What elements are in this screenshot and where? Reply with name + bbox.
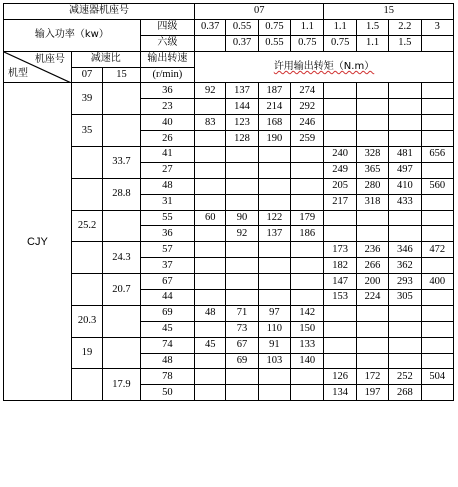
torque-cell: 656 (421, 147, 453, 163)
torque-cell (356, 353, 388, 369)
table-row (4, 147, 454, 163)
torque-cell: 144 (226, 99, 258, 115)
torque-cell (258, 242, 290, 258)
model-label: 机型 (8, 68, 28, 80)
torque-cell: 140 (291, 353, 324, 369)
torque-cell (258, 147, 290, 163)
torque-cell (324, 210, 356, 226)
torque-cell (389, 321, 421, 337)
torque-cell (324, 83, 356, 99)
torque-cell: 236 (356, 242, 388, 258)
torque-cell (356, 226, 388, 242)
torque-cell: 172 (356, 369, 388, 385)
torque-cell (421, 258, 453, 274)
torque-cell: 328 (356, 147, 388, 163)
torque-cell: 362 (389, 258, 421, 274)
speed-cell: 31 (140, 194, 194, 210)
torque-cell (389, 337, 421, 353)
output-speed-label: 输出转速 (140, 51, 194, 67)
power-cell: 0.37 (226, 35, 258, 51)
frame-model-diagonal-header (4, 51, 72, 83)
torque-cell: 123 (226, 115, 258, 131)
torque-cell: 346 (389, 242, 421, 258)
torque-cell (195, 226, 226, 242)
torque-cell (356, 337, 388, 353)
speed-cell: 45 (140, 321, 194, 337)
torque-cell (195, 321, 226, 337)
power-cell: 0.75 (258, 19, 290, 35)
torque-cell (421, 337, 453, 353)
torque-cell (195, 99, 226, 115)
torque-cell (226, 385, 258, 401)
torque-cell: 305 (389, 290, 421, 306)
speed-cell: 37 (140, 258, 194, 274)
torque-cell: 134 (324, 385, 356, 401)
speed-cell: 48 (140, 178, 194, 194)
torque-cell: 128 (226, 131, 258, 147)
torque-cell: 266 (356, 258, 388, 274)
power-cell: 1.1 (324, 19, 356, 35)
torque-cell: 190 (258, 131, 290, 147)
torque-cell (195, 274, 226, 290)
ratio-15-cell: 28.8 (103, 178, 141, 210)
table-row (4, 369, 454, 385)
torque-cell (258, 194, 290, 210)
torque-cell: 142 (291, 305, 324, 321)
table-row (4, 242, 454, 258)
ratio-07-cell: 20.3 (71, 305, 102, 337)
torque-cell (195, 290, 226, 306)
torque-cell (291, 194, 324, 210)
torque-cell: 168 (258, 115, 290, 131)
table-row (4, 305, 454, 321)
four-pole-label: 四级 (140, 19, 194, 35)
ratio-col-07: 07 (71, 67, 102, 83)
speed-cell: 27 (140, 162, 194, 178)
torque-cell: 187 (258, 83, 290, 99)
torque-label: 许用输出转矩（N.m） (195, 51, 454, 83)
torque-cell: 67 (226, 337, 258, 353)
torque-cell (258, 162, 290, 178)
torque-cell (195, 258, 226, 274)
torque-cell: 197 (356, 385, 388, 401)
torque-cell: 48 (195, 305, 226, 321)
power-cell: 1.5 (356, 19, 388, 35)
torque-cell (195, 353, 226, 369)
input-power-label: 输入功率（kw） (4, 19, 141, 51)
torque-cell (258, 385, 290, 401)
six-pole-label: 六级 (140, 35, 194, 51)
torque-cell: 182 (324, 258, 356, 274)
torque-cell (389, 353, 421, 369)
torque-cell: 240 (324, 147, 356, 163)
ratio-07-cell: 25.2 (71, 210, 102, 242)
header-row-columns-1 (4, 51, 454, 67)
speed-cell: 69 (140, 305, 194, 321)
torque-cell (421, 115, 453, 131)
torque-cell: 259 (291, 131, 324, 147)
torque-cell (195, 147, 226, 163)
speed-cell: 41 (140, 147, 194, 163)
torque-cell (324, 115, 356, 131)
ratio-07-cell (71, 274, 102, 306)
torque-cell (421, 162, 453, 178)
header-row-frame (4, 4, 454, 20)
torque-cell (421, 131, 453, 147)
torque-cell (226, 162, 258, 178)
torque-cell (324, 226, 356, 242)
torque-cell: 173 (324, 242, 356, 258)
ratio-15-cell (103, 337, 141, 369)
torque-cell (421, 305, 453, 321)
torque-cell (258, 274, 290, 290)
speed-cell: 26 (140, 131, 194, 147)
ratio-15-cell: 33.7 (103, 147, 141, 179)
table-row (4, 210, 454, 226)
power-cell: 0.55 (226, 19, 258, 35)
torque-cell: 126 (324, 369, 356, 385)
torque-cell (226, 258, 258, 274)
torque-cell (389, 83, 421, 99)
torque-cell: 83 (195, 115, 226, 131)
torque-cell (226, 369, 258, 385)
torque-cell: 73 (226, 321, 258, 337)
torque-cell: 224 (356, 290, 388, 306)
torque-cell: 217 (324, 194, 356, 210)
torque-cell (324, 321, 356, 337)
table-row (4, 115, 454, 131)
torque-cell: 400 (421, 274, 453, 290)
torque-cell (195, 194, 226, 210)
torque-cell: 186 (291, 226, 324, 242)
speed-cell: 78 (140, 369, 194, 385)
torque-cell: 293 (389, 274, 421, 290)
torque-cell: 214 (258, 99, 290, 115)
torque-cell: 91 (258, 337, 290, 353)
torque-cell (389, 99, 421, 115)
torque-cell (195, 178, 226, 194)
torque-cell: 365 (356, 162, 388, 178)
table-row (4, 178, 454, 194)
torque-cell (356, 99, 388, 115)
torque-cell (258, 258, 290, 274)
ratio-07-cell: 39 (71, 83, 102, 115)
speed-cell: 36 (140, 83, 194, 99)
ratio-15-cell (103, 305, 141, 337)
torque-cell: 497 (389, 162, 421, 178)
speed-cell: 57 (140, 242, 194, 258)
torque-cell (291, 147, 324, 163)
ratio-07-cell (71, 369, 102, 401)
torque-spec-table (3, 3, 454, 401)
ratio-07-cell (71, 242, 102, 274)
torque-cell (389, 226, 421, 242)
torque-cell: 103 (258, 353, 290, 369)
ratio-15-cell (103, 210, 141, 242)
torque-cell: 71 (226, 305, 258, 321)
model-cell: CJY (4, 83, 72, 401)
frame-15-header: 15 (324, 4, 454, 20)
torque-cell: 268 (389, 385, 421, 401)
table-row (4, 274, 454, 290)
torque-cell: 292 (291, 99, 324, 115)
torque-cell (389, 210, 421, 226)
reducer-spec-sheet (3, 3, 454, 401)
power-cell: 0.75 (324, 35, 356, 51)
power-cell: 0.55 (258, 35, 290, 51)
torque-cell (226, 147, 258, 163)
torque-cell: 200 (356, 274, 388, 290)
torque-cell: 90 (226, 210, 258, 226)
torque-cell (291, 290, 324, 306)
torque-cell: 433 (389, 194, 421, 210)
torque-cell (291, 242, 324, 258)
torque-cell (226, 290, 258, 306)
torque-cell: 137 (226, 83, 258, 99)
speed-cell: 55 (140, 210, 194, 226)
table-row (4, 337, 454, 353)
torque-cell: 92 (195, 83, 226, 99)
torque-cell (356, 305, 388, 321)
torque-cell (421, 226, 453, 242)
ratio-15-cell (103, 115, 141, 147)
torque-cell (421, 385, 453, 401)
torque-cell: 472 (421, 242, 453, 258)
torque-cell (389, 115, 421, 131)
ratio-15-cell (103, 83, 141, 115)
torque-cell (421, 353, 453, 369)
ratio-07-cell (71, 178, 102, 210)
torque-cell: 560 (421, 178, 453, 194)
torque-cell (356, 210, 388, 226)
torque-cell (389, 305, 421, 321)
torque-cell (291, 274, 324, 290)
torque-cell: 153 (324, 290, 356, 306)
torque-cell (291, 258, 324, 274)
torque-cell (324, 353, 356, 369)
torque-cell (195, 369, 226, 385)
frame-no-label: 机座号 (34, 53, 65, 65)
power-cell: 2.2 (389, 19, 421, 35)
ratio-15-cell: 24.3 (103, 242, 141, 274)
torque-cell (195, 385, 226, 401)
torque-cell (324, 99, 356, 115)
torque-cell: 205 (324, 178, 356, 194)
torque-cell (226, 178, 258, 194)
speed-cell: 67 (140, 274, 194, 290)
torque-cell (258, 290, 290, 306)
power-cell: 0.37 (195, 19, 226, 35)
torque-cell (195, 162, 226, 178)
torque-cell: 45 (195, 337, 226, 353)
torque-cell (226, 194, 258, 210)
torque-cell (421, 290, 453, 306)
torque-cell: 410 (389, 178, 421, 194)
torque-cell (195, 242, 226, 258)
torque-cell: 150 (291, 321, 324, 337)
speed-cell: 74 (140, 337, 194, 353)
power-cell: 1.1 (291, 19, 324, 35)
ratio-col-15: 15 (103, 67, 141, 83)
torque-cell: 60 (195, 210, 226, 226)
torque-cell (226, 242, 258, 258)
torque-cell: 97 (258, 305, 290, 321)
torque-cell: 252 (389, 369, 421, 385)
torque-cell (356, 131, 388, 147)
speed-cell: 36 (140, 226, 194, 242)
speed-cell: 50 (140, 385, 194, 401)
torque-cell (324, 337, 356, 353)
reducer-frame-label: 减速器机座号 (4, 4, 195, 20)
torque-cell: 110 (258, 321, 290, 337)
power-cell: 3 (421, 19, 453, 35)
torque-cell: 137 (258, 226, 290, 242)
torque-cell (421, 194, 453, 210)
ratio-07-cell (71, 147, 102, 179)
torque-cell (291, 162, 324, 178)
table-row (4, 83, 454, 99)
output-speed-unit: (r/min) (140, 67, 194, 83)
torque-cell: 179 (291, 210, 324, 226)
speed-cell: 40 (140, 115, 194, 131)
speed-cell: 44 (140, 290, 194, 306)
torque-cell: 147 (324, 274, 356, 290)
torque-cell (356, 83, 388, 99)
power-cell: 1.1 (356, 35, 388, 51)
ratio-15-cell: 20.7 (103, 274, 141, 306)
torque-cell: 274 (291, 83, 324, 99)
torque-cell (421, 210, 453, 226)
torque-cell: 280 (356, 178, 388, 194)
torque-cell (421, 83, 453, 99)
speed-cell: 48 (140, 353, 194, 369)
torque-cell: 246 (291, 115, 324, 131)
torque-cell (356, 115, 388, 131)
torque-cell (291, 369, 324, 385)
ratio-07-cell: 35 (71, 115, 102, 147)
torque-cell: 481 (389, 147, 421, 163)
frame-07-header: 07 (195, 4, 324, 20)
torque-cell: 249 (324, 162, 356, 178)
torque-cell (324, 305, 356, 321)
torque-cell (291, 385, 324, 401)
torque-cell (195, 131, 226, 147)
torque-cell (291, 178, 324, 194)
torque-cell: 318 (356, 194, 388, 210)
torque-cell: 133 (291, 337, 324, 353)
ratio-07-cell: 19 (71, 337, 102, 369)
torque-cell (226, 274, 258, 290)
torque-cell (421, 99, 453, 115)
torque-cell: 504 (421, 369, 453, 385)
power-cell: 1.5 (389, 35, 421, 51)
torque-cell (258, 369, 290, 385)
torque-cell (421, 321, 453, 337)
torque-cell: 69 (226, 353, 258, 369)
power-cell: 0.75 (291, 35, 324, 51)
ratio-label: 减速比 (71, 51, 140, 67)
torque-cell (324, 131, 356, 147)
power-cell (195, 35, 226, 51)
power-cell (421, 35, 453, 51)
torque-cell (356, 321, 388, 337)
torque-cell (258, 178, 290, 194)
header-row-four-pole (4, 19, 454, 35)
torque-cell (389, 131, 421, 147)
speed-cell: 23 (140, 99, 194, 115)
ratio-15-cell: 17.9 (103, 369, 141, 401)
torque-cell: 92 (226, 226, 258, 242)
torque-cell: 122 (258, 210, 290, 226)
